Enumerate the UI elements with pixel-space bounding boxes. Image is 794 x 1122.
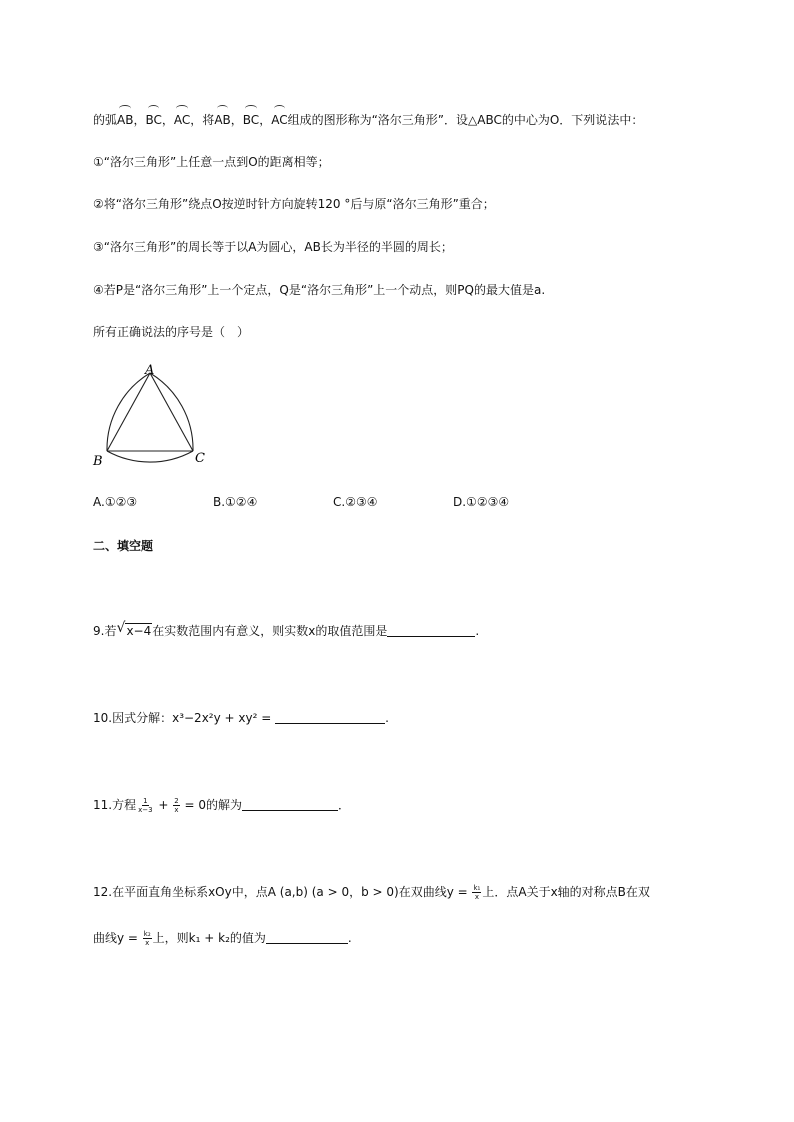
q12-suffix: 上．点A关于x轴的对称点B在双 [482,885,650,899]
q10-prefix: 10.因式分解： [93,711,173,725]
side-ac [150,373,193,451]
option-d[interactable]: D.①②③④ [453,495,510,509]
numerator: k₁ [473,884,481,892]
intro-sep: ， [161,113,174,127]
sqrt-expression [116,620,152,639]
intro-text: ，将 [190,113,215,127]
statement-4: ④若P是“洛尔三角形”上一个定点，Q是“洛尔三角形”上一个动点，则PQ的最大值是a. [93,283,546,297]
question-12-line-1 [93,884,650,901]
answer-blank[interactable] [266,931,348,944]
intro-sep: ， [230,113,243,127]
intro-sep: ， [133,113,146,127]
fraction [143,930,152,947]
denominator: x [474,893,479,901]
vertex-label-a: A [145,363,155,378]
numerator: 2 [174,797,179,805]
vertex-label-c: C [195,451,205,466]
arc-ac: AC [271,113,288,127]
q11-prefix: 11.方程 [93,798,137,812]
answer-blank[interactable] [242,798,338,811]
side-ab [107,373,150,451]
answer-blank[interactable] [387,624,475,637]
fraction [173,797,179,814]
q11-end: ． [338,798,351,812]
intro-line [93,112,643,128]
q9-end: . [475,624,480,638]
arc-bc: BC [242,113,260,127]
q11-suffix: = 0的解为 [180,798,243,812]
statement-3: ③“洛尔三角形”的周长等于以A为圆心，AB长为半径的半圆的周长； [93,240,453,254]
q12-prefix: 12.在平面直角坐标系xOy中，点A (a,b) (a > 0，b > 0)在双曲线y = [93,885,472,899]
radical-sign: √ [116,620,126,636]
numerator: k₂ [143,930,151,938]
denominator: x−3 [138,806,153,814]
fraction [137,797,153,814]
intro-text: 组成的图形称为“洛尔三角形”．设△ABC的中心为O．下列说法中： [287,113,644,127]
denominator: x [145,939,150,947]
q10-expression: x³−2x²y + xy² = [172,711,276,725]
intro-sep: ， [259,113,272,127]
arc-ac: AC [173,113,191,127]
q12-prefix: 曲线y = [93,931,142,945]
arc-bc-curve [107,451,193,462]
arc-bc: BC [145,113,162,127]
question-9 [93,620,480,639]
question-10 [93,710,389,726]
q12-suffix: 上，则k₁ + k₂的值为 [152,931,266,945]
q10-end: . [385,711,389,725]
statement-1: ①“洛尔三角形”上任意一点到O的距离相等； [93,155,330,169]
q9-prefix: 9.若 [93,624,117,638]
option-b[interactable]: B.①②④ [213,495,258,509]
arc-ab: AB [214,113,231,127]
question-prompt: 所有正确说法的序号是（ ） [93,325,250,339]
denominator: x [174,806,179,814]
q12-end: . [347,931,352,945]
q9-suffix: 在实数范围内有意义，则实数x的取值范围是 [152,624,388,638]
intro-text: 的弧 [93,113,118,127]
fraction [472,884,481,901]
arc-ab: AB [117,113,134,127]
section-heading: 二、填空题 [93,539,154,553]
option-a[interactable]: A.①②③ [93,495,138,509]
vertex-label-b: B [93,454,103,469]
statement-2: ②将“洛尔三角形”绕点O按逆时针方向旋转120 °后与原“洛尔三角形”重合； [93,197,495,211]
answer-blank[interactable] [275,711,385,724]
question-11 [93,797,350,814]
radicand: x−4 [126,624,152,638]
option-c[interactable]: C.②③④ [333,495,378,509]
plus-sign: + [154,798,173,812]
question-12-line-2 [93,930,352,947]
numerator: 1 [143,797,148,805]
reuleaux-triangle-figure [88,362,218,472]
